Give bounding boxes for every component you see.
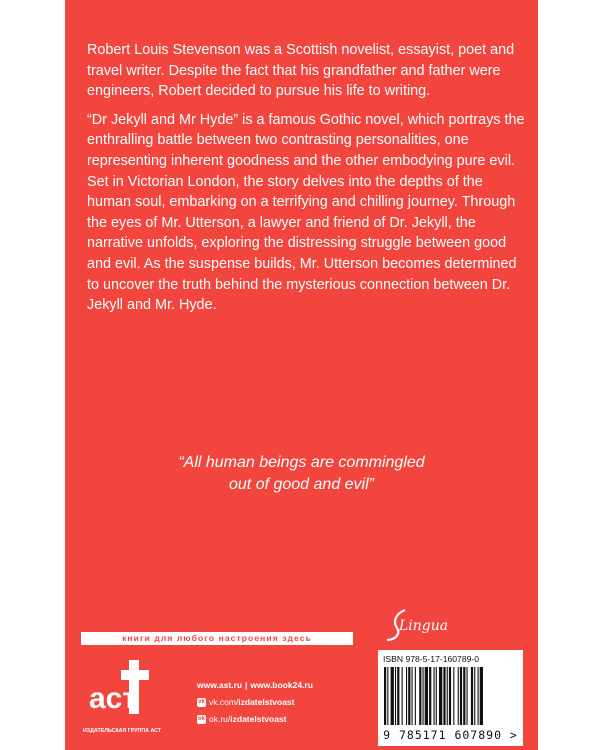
ok-handle: izdatelstvoast	[230, 714, 287, 724]
vk-prefix: vk.com/	[209, 697, 239, 707]
pull-quote	[65, 452, 538, 496]
back-cover	[65, 0, 538, 750]
link-separator: |	[245, 680, 248, 690]
barcode-panel	[378, 650, 523, 746]
vk-row[interactable]	[197, 694, 313, 711]
publisher-caption: ИЗДАТЕЛЬСКАЯ ГРУППА АСТ	[83, 728, 162, 734]
website-row	[197, 677, 313, 694]
lingua-imprint-logo	[383, 608, 463, 642]
barcode-digits: 9 785171 607890 >	[383, 728, 518, 742]
publisher-links	[197, 677, 313, 728]
lingua-wordmark: Lingua	[399, 618, 449, 634]
synopsis-paragraph: “Dr Jekyll and Mr Hyde” is a famous Gothic novel, which portrays the enthralling battle between two contrasting personalities, one representing inherent goodness and the other embodying pure evil. Set in Victorian London, the story delves into the depths of the human soul, embarking on a terrifying and chilling journey. Through the eyes of Mr. Utterson, a lawyer and friend of Dr. Jekyll, the narrative unfolds, exploring the distressing struggle between good and evil. As the suspense builds, Mr. Utterson becomes determined to uncover the truth behind the mysterious connection between Dr. Jekyll and Mr. Hyde.	[87, 111, 525, 314]
barcode-bars	[384, 667, 518, 725]
vk-handle: izdatelstvoast	[238, 697, 295, 707]
author-paragraph: Robert Louis Stevenson was a Scottish novelist, essayist, poet and travel writer. Despite the fact that his grandfather and father were engineers, Robert decided to pursue his life to writing.	[87, 42, 515, 100]
website-ast-link[interactable]: www.ast.ru	[197, 680, 243, 690]
tagline-banner: книги для любого настроения здесь	[81, 632, 353, 645]
website-book24-link[interactable]: www.book24.ru	[250, 680, 313, 690]
blurb-text	[87, 40, 527, 324]
ast-logo	[83, 656, 162, 740]
vk-icon: vk	[198, 699, 205, 705]
ok-icon: ok	[197, 716, 205, 722]
quote-line-2: out of good and evil”	[229, 476, 374, 493]
ok-prefix: ok.ru/	[209, 714, 231, 724]
ast-logo-text: аст	[89, 682, 138, 715]
ast-logo-icon	[83, 656, 157, 726]
quote-line-1: “All human beings are commingled	[178, 454, 425, 471]
isbn-label: ISBN 978-5-17-160789-0	[383, 654, 480, 664]
ok-row[interactable]	[197, 711, 313, 728]
